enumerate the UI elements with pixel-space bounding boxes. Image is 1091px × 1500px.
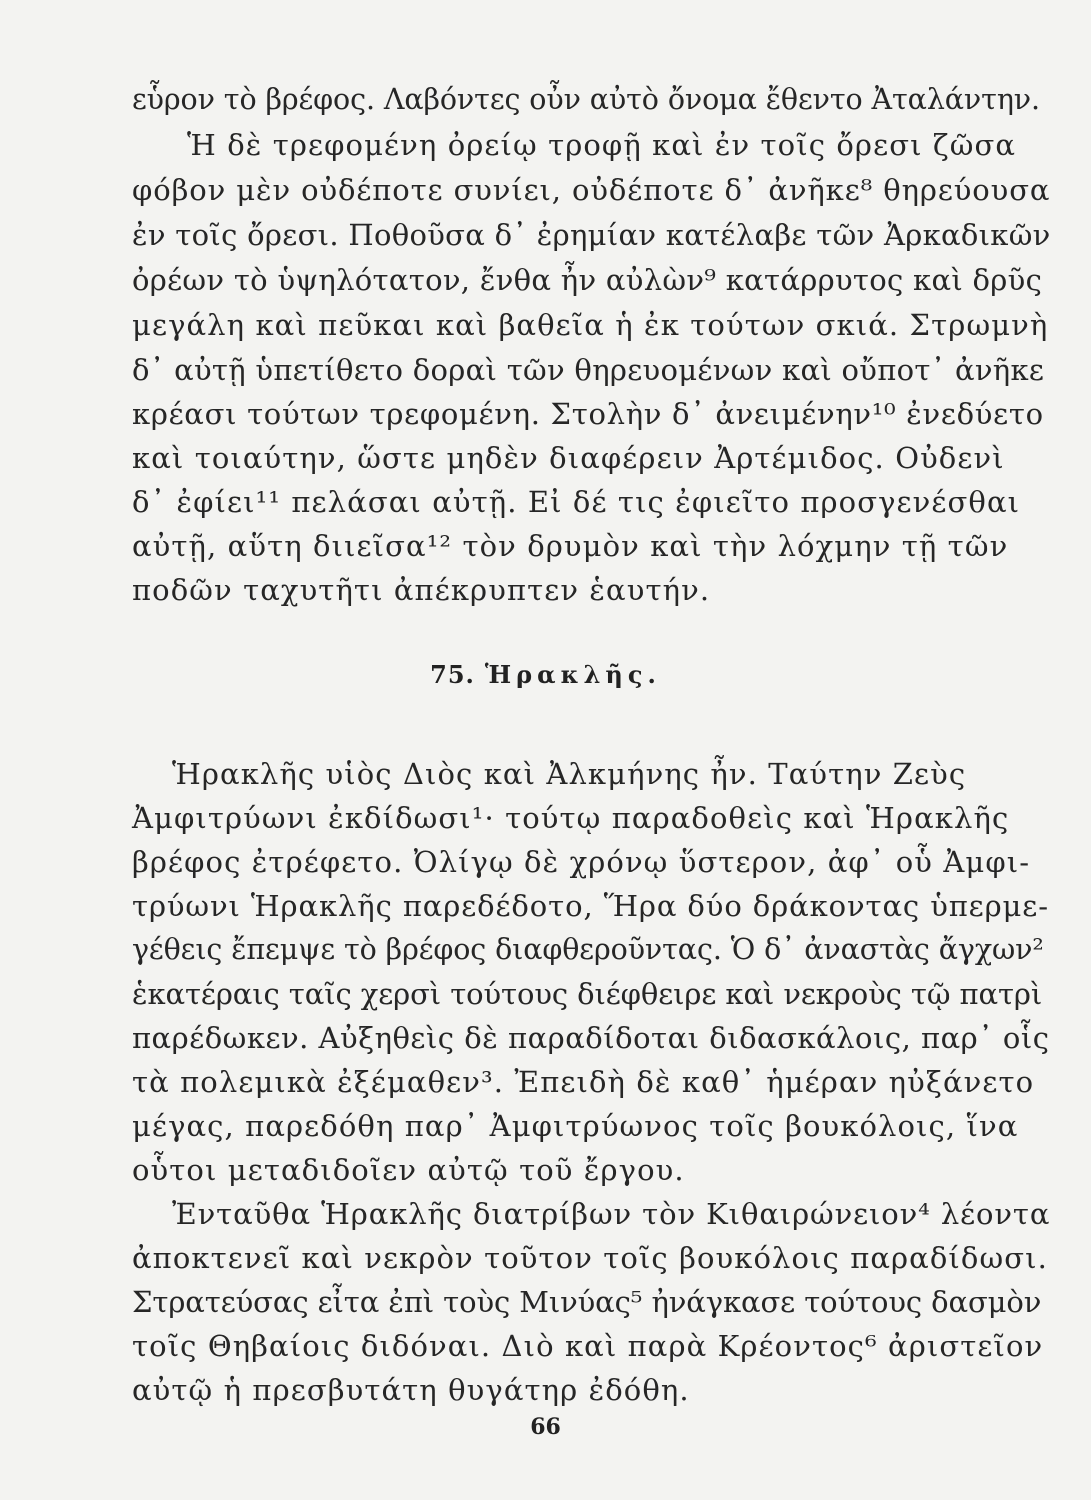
- text-line: μέγας, παρεδόθη παρ᾽ Ἀμφιτρύωνος τοῖς βουκόλοις, ἵνα: [132, 1109, 1019, 1143]
- text-line: Ἀμφιτρύωνι ἐκδίδωσι¹· τούτῳ παραδοθεὶς καὶ Ἡρακλῆς: [132, 801, 1010, 835]
- text-line: οὗτοι μεταδιδοῖεν αὐτῷ τοῦ ἔργου.: [132, 1153, 685, 1187]
- text-line: αὐτῷ ἡ πρεσβυτάτη θυγάτηρ ἐδόθη.: [132, 1373, 690, 1407]
- text-line: ἀποκτενεῖ καὶ νεκρὸν τοῦτον τοῖς βουκόλοις παραδίδωσι.: [132, 1241, 1048, 1275]
- section-title: Ἡρακλῆς.: [484, 660, 661, 689]
- text-line: τὰ πολεμικὰ ἐξέμαθεν³. Ἐπειδὴ δὲ καθ᾽ ἡμέραν ηὐξάνετο: [132, 1065, 1035, 1099]
- text-line: ὀρέων τὸ ὑψηλότατον, ἔνθα ἦν αὐλὼν⁹ κατάρρυτος καὶ δρῦς: [132, 263, 1043, 297]
- text-line: μεγάλη καὶ πεῦκαι καὶ βαθεῖα ἡ ἐκ τούτων σκιά. Στρωμνὴ: [132, 308, 1049, 342]
- text-line: φόβον μὲν οὐδέποτε συνίει, οὐδέποτε δ᾽ ἀνῆκε⁸ θηρεύουσα: [132, 173, 1051, 207]
- text-line: παρέδωκεν. Αὐξηθεὶς δὲ παραδίδοται διδασκάλοις, παρ᾽ οἷς: [132, 1021, 1050, 1055]
- text-line: ἑκατέραις ταῖς χερσὶ τούτους διέφθειρε καὶ νεκροὺς τῷ πατρὶ: [132, 977, 1043, 1011]
- text-line: εὗρον τὸ βρέφος. Λαβόντες οὖν αὐτὸ ὄνομα ἔθεντο Ἀταλάντην.: [132, 83, 1040, 116]
- text-line: ποδῶν ταχυτῆτι ἀπέκρυπτεν ἑαυτήν.: [132, 573, 711, 607]
- text-line: αὐτῇ, αὕτη διιεῖσα¹² τὸν δρυμὸν καὶ τὴν λόχμην τῇ τῶν: [132, 529, 1009, 563]
- text-line: Ἡ δὲ τρεφομένη ὀρείῳ τροφῇ καὶ ἐν τοῖς ὄρεσι ζῶσα: [187, 128, 1017, 162]
- text-line: δ᾽ αὐτῇ ὑπετίθετο δοραὶ τῶν θηρευομένων καὶ οὔποτ᾽ ἀνῆκε: [132, 353, 1045, 387]
- text-line: Ἐνταῦθα Ἡρακλῆς διατρίβων τὸν Κιθαιρώνειον⁴ λέοντα: [172, 1197, 1051, 1231]
- text-line: κρέασι τούτων τρεφομένη. Στολὴν δ᾽ ἀνειμένην¹⁰ ἐνεδύετο: [132, 397, 1044, 431]
- text-line: καὶ τοιαύτην, ὥστε μηδὲν διαφέρειν Ἀρτέμιδος. Οὐδενὶ: [132, 441, 1005, 475]
- section-number: 75.: [430, 660, 475, 689]
- text-line: βρέφος ἐτρέφετο. Ὀλίγῳ δὲ χρόνῳ ὕστερον, ἀφ᾽ οὗ Ἀμφι-: [132, 845, 1031, 879]
- text-line: Στρατεύσας εἶτα ἐπὶ τοὺς Μινύας⁵ ἠνάγκασε τούτους δασμὸν: [132, 1285, 1042, 1319]
- text-line: Ἡρακλῆς υἱὸς Διὸς καὶ Ἀλκμήνης ἦν. Ταύτην Ζεὺς: [172, 757, 967, 791]
- text-line: δ᾽ ἐφίει¹¹ πελάσαι αὐτῇ. Εἰ δέ τις ἐφιεῖτο προσγενέσθαι: [132, 485, 1021, 519]
- text-line: γέθεις ἔπεμψε τὸ βρέφος διαφθεροῦντας. Ὁ δ᾽ ἀναστὰς ἄγχων²: [132, 933, 1044, 966]
- text-line: τοῖς Θηβαίοις διδόναι. Διὸ καὶ παρὰ Κρέοντος⁶ ἀριστεῖον: [132, 1329, 1044, 1363]
- text-line: τρύωνι Ἡρακλῆς παρεδέδοτο, Ἥρα δύο δράκοντας ὑπερμε-: [132, 889, 1049, 923]
- text-line: ἐν τοῖς ὄρεσι. Ποθοῦσα δ᾽ ἐρημίαν κατέλαβε τῶν Ἀρκαδικῶν: [132, 218, 1051, 252]
- page-number: 66: [530, 1414, 561, 1440]
- section-heading: [0, 660, 1091, 689]
